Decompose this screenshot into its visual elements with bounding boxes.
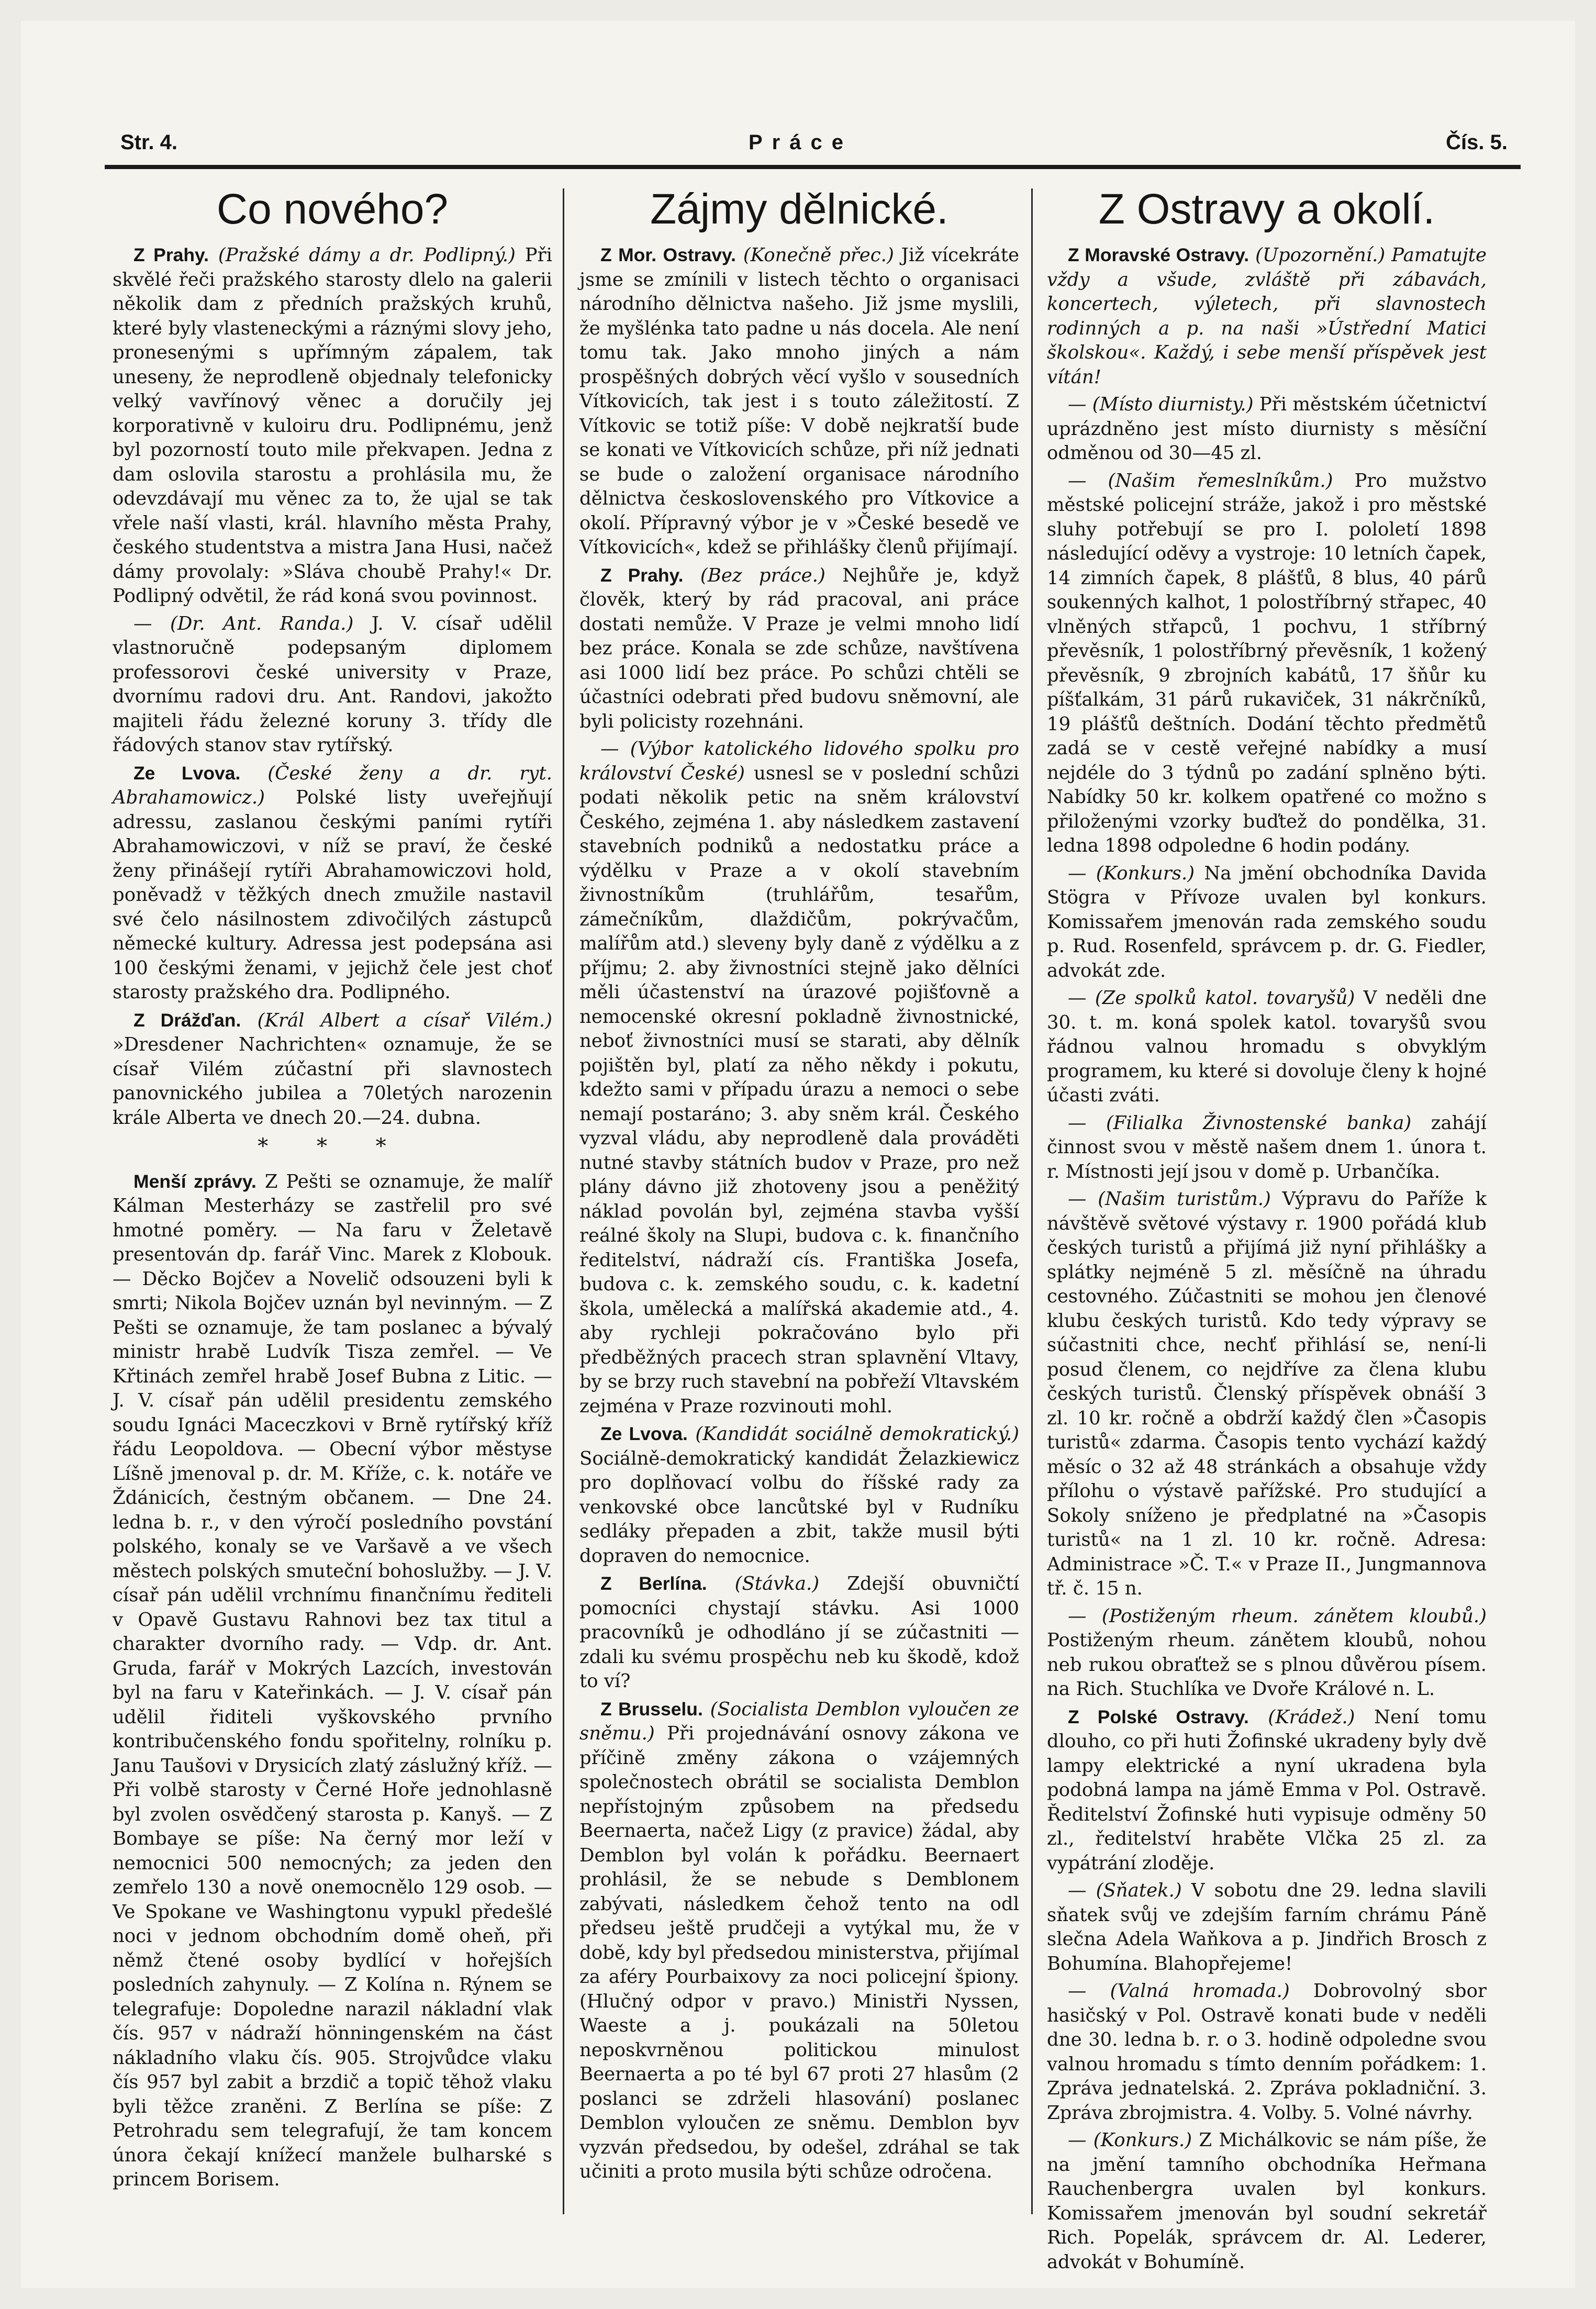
- article: Menší zprávy. Z Pešti se oznamuje, že malíř Kálman Mesterházy se zastřelil pro své hmotné poměry. — Na faru v Želetavě presentován dp. farář Vinc. Marek z Klobouk. — Děcko Bojčev a Novelič odsouzeni byli k smrti; Nikola Bojčev uznán byl nevinným. — Z Pešti se oznamuje, že tam poslanec a bývalý ministr hrabě Ludvík Tisza zemřel. — Ve Křtinách zemřel hrabě Josef Bubna z Litic. — J. V. císař pán udělil presidentu zemského soudu Ignáci Maceczkovi v Brně rytířský kříž řádu Leopoldova. — Obecní výbor městyse Líšně jmenoval p. dr. M. Kříže, c. k. notáře ve Ždánicích, čestným občanem. — Dne 24. ledna b. r., v den výročí posledního povstání polského, konaly se ve Varšavě a ve všech městech polských smuteční bohoslužby. — J. V. císař pán udělil vrchnímu finančnímu řediteli v Opavě Gustavu Rahnovi bez tax titul a charakter dvorního rady. — Vdp. dr. Ant. Gruda, farář v Mokrých Lazcích, investován byl na faru v Kateřinkách. — J. V. císař pán udělil řiditeli vyškovského prvního kontribučenského fondu spořitelny, rolníku p. Janu Taušovi v Drysicích zlatý záslužný kříž. — Při volbě starosty v Černé Hoře jednohlasně byl zvolen osvědčený starosta p. Kanyš. — Z Bombaye se píše: Na černý mor leží v nemocnici 500 nemocných; za jeden den zemřelo 130 a nově onemocnělo 129 osob. — Ve Spokane ve Washingtonu vypukl předešlé noci v jednom obchodním domě oheň, při němž čtené osoby bydlící v hořejších posledních zahynuly. — Z Kolína n. Rýnem se telegrafuje: Dopoledne narazil nákladní vlak čís. 957 v nádraží hönningenském na část nákladního vlaku čís. 905. Strojvůdce vlaku čís 957 byl zabit a brzdič a topič těhož vlaku byli těžce zraněni. Z Berlína se píše: Z Petrohradu sem telegrafují, že tam koncem února čekají knížecí manžele bulharské s princem Borisem.: [113, 1170, 552, 2190]
- article: — (Dr. Ant. Randa.) J. V. císař udělil vlastnoručně podepsaným diplomem professorovi české university v Praze, dvornímu radovi dru. Ant. Randovi, jakožto majiteli řádu železné koruny 3. třídy dle řádových stanov stav rytířský.: [113, 612, 552, 756]
- column-co-noveho: [113, 183, 552, 2195]
- column-divider: [563, 188, 564, 2214]
- article: Z Prahy. (Bez práce.) Nejhůře je, když člověk, který by rád pracoval, ani práce dostati nemůže. V Praze je velmi mnoho lidí bez práce. Konala se zde schůze, navštívena asi 1000 lidí bez práce. Po schůzi chtěli se účastníci odebrati před budovu sněmovní, ale byli policisty rozehnáni.: [579, 564, 1019, 732]
- article: — (Sňatek.) V sobotu dne 29. ledna slavili sňatek svůj ve zdejším farním chrámu Páně slečna Adela Waňkova a p. Jindřich Brosch z Bohumína. Blahopřejeme!: [1047, 1880, 1487, 1975]
- section-heading: Z Ostravy a okolí.: [1098, 185, 1435, 233]
- article: — (Filialka Živnostenské banka) zahájí činnost svou v městě našem dnem 1. února t. r. Místnosti její jsou v domě p. Urbančíka.: [1047, 1112, 1487, 1183]
- article: Z Polské Ostravy. (Krádež.) Není tomu dlouho, co při huti Žofinské ukradeny byly dvě lampy elektrické a nyní ukradena byla podobná lampa na jámě Emma v Pol. Ostravě. Ředitelství Žofinské huti vypisuje odměny 50 zl., ředitelství hraběte Vlčka 25 zl. za vypátrání zloděje.: [1047, 1706, 1487, 1874]
- article: Z Drážďan. (Král Albert a císař Vilém.) »Dresdener Nachrichten« oznamuje, že se císař Vilém zúčastní při slavnostech panovnického jubilea a 70letých narozenin krále Alberta ve dnech 20.—24. dubna.: [113, 1009, 552, 1129]
- article: — (Výbor katolického lidového spolku pro království České) usnesl se v poslední schůzi podati několik petic na sněm království Českého, zejména 1. aby následkem zastavení stavebních podniků a nedostatku práce a výdělku v Praze a v okolí stavebním živnostníkům (truhlářům, tesařům, zámečníkům, dlaždičům, pokrývačům, malířům atd.) sleveny byly daně z výdělku a z příjmu; 2. aby živnostníci stejně jako dělníci měli účastenství na úrazové pojišťovně a nemocenské okresní pokladně živnostnické, neboť živnostníci musí se starati, aby dělník pojištěn byl, platí za něho někdy i pokutu, kdežto sami v případu úrazu a nemoci o sebe nemají postaráno; 3. aby sněm král. Českého vyzval vládu, aby neprodleně dala prováděti nutné stavby státních budov v Praze, pro než plány dávno již zhotoveny jsou a peněžitý náklad povolán byl, zejména stavba vyšší reálné školy na Slupi, budova c. k. finančního ředitelství, nádraží cís. Františka Josefa, budova c. k. zemského soudu, c. k. kadetní škola, umělecká a malířská akademie atd., 4. aby rychleji pokračováno bylo při předběžných pracech stran splavnění Vltavy, by se brzy ruch stavební na pobřeží Vltavském zejména v Praze rozvinouti mohl.: [579, 738, 1019, 1417]
- article: — (Našim řemeslníkům.) Pro mužstvo městské policejní stráže, jakož i pro městské sluhy potřebují se pro I. pololetí 1898 následující oděvy a vystroje: 10 letních čapek, 14 zimních čapek, 8 plášťů, 8 blus, 40 párů soukenných kalhot, 1 polostříbrný střapec, 40 vlněných střapců, 1 pochvu, 1 stříbrný převěsník, 1 polostříbrný převěsník, 1 kožený převěsník, 9 zbrojních kabátů, 17 šňůr ku píšťalkám, 31 párů rukaviček, 31 nákrčníků, 19 plášťů deštních. Dodání těchto předmětů zadá se v cestě veřejné nabídky a musí nejdéle do 3 týdnů po zadání splněno býti. Nabídky 50 kr. kolkem opatřené co možno s přiloženými vzorky buďtež do pondělka, 31. ledna 1898 odpoledne 6 hodin podány.: [1047, 470, 1487, 856]
- page-header: [105, 131, 1518, 168]
- article: — (Konkurs.) Na jmění obchodníka Davida Stögra v Přívoze uvalen byl konkurs. Komissařem jmenován rada zemského soudu p. Rud. Rosenfeld, správcem p. dr. G. Fiedler, advokát zde.: [1047, 862, 1487, 981]
- issue-number: Čís. 5.: [1446, 131, 1508, 154]
- section-separator: * * *: [258, 1134, 407, 1158]
- article: Z Berlína. (Stávka.) Zdejší obuvničtí pomocníci chystají stávku. Asi 1000 pracovníků je odhodláno jí se zúčastniti — zdali ku svému prospěchu neb ku škodě, kdož to ví?: [579, 1573, 1019, 1692]
- article: Ze Lvova. (Kandidát sociálně demokratický.) Sociálně-demokratický kandidát Želazkiewicz pro doplňovací volbu do říšské rady za venkovské obce lancůtské byl v Rudníku sedláky přepaden a zbit, takže musil býti dopraven do nemocnice.: [579, 1423, 1019, 1567]
- masthead-title: Práce: [749, 131, 853, 154]
- article: Ze Lvova. (České ženy a dr. ryt. Abrahamowicz.) Polské listy uveřejňují adressu, zaslanou českými paními rytíři Abrahamowiczovi, v níž se praví, že české ženy přinášejí rytíři Abrahamowiczovi hold, poněvadž v těžkých dnech zmužile nastavil své čelo násilnostem zdivočilých zástupců německé kultury. Adressa jest podepsána asi 100 českými ženami, v jejichž čele jest choť starosty pražského dra. Podlipného.: [113, 762, 552, 1003]
- article: — (Ze spolků katol. tovaryšů) V neděli dne 30. t. m. koná spolek katol. tovaryšů svou řádnou valnou hromadu s obvyklým programem, ku které si dovoluje členy k hojné účasti zváti.: [1047, 987, 1487, 1106]
- column-divider: [1031, 188, 1033, 2214]
- article: — (Postiženým rheum. zánětem kloubů.) Postiženým rheum. zánětem kloubů, nohou neb rukou obraťtež se s plnou důvěrou písem. na Rich. Stuchlíka ve Dvoře Králové n. L.: [1047, 1605, 1487, 1700]
- column-z-ostravy: [1047, 183, 1487, 2278]
- article: — (Našim turistům.) Výpravu do Paříže k návštěvě světové výstavy r. 1900 pořádá klub českých turistů a přijímá již nyní přihlášky a splátky nejméně 5 zl. měsíčně na úhradu cestovného. Zúčastniti se mohou jen členové klubu českých turistů. Kdo tedy výpravy se súčastniti chce, nechť přihlásí se, není-li posud členem, co nejdříve za člena klubu českých turistů. Členský příspěvek obnáší 3 zl. 10 kr. ročně a obdrží každý člen »Časopis turistů« zdarma. Časopis tento vychází každý měsíc o 32 až 48 stránkách a obsahuje vždy přílohu o výstavě pařížské. Pro studující a Sokoly sníženo je předplatné na »Časopis turistů« na 1 zl. 10 kr. ročně. Adresa: Administrace »Č. T.« v Praze II., Jungmannova tř. č. 15 n.: [1047, 1188, 1487, 1599]
- article: Z Mor. Ostravy. (Konečně přec.) Již vícekráte jsme se zmínili v listech těchto o organisaci národního dělnictva našeho. Již jsme myslili, že myšlénka tato padne u nás docela. Ale není tomu tak. Jako mnoho jiných a nám prospěšných dobrých věcí vyšlo v sousedních Vítkovicích, tak jest i s touto záležitostí. Z Vítkovic se totiž píše: V době nejkratší bude se konati ve Vítkovicích schůze, při níž jednati se bude o založení organisace národního dělnictva československého pro Vítkovice a okolí. Přípravný výbor je v »České besedě ve Vítkovicích«, kdež se přihlášky členů přijímají.: [579, 244, 1019, 558]
- section-heading: Zájmy dělnické.: [650, 185, 948, 233]
- column-zajmy-delnicke: [579, 183, 1019, 2188]
- article: Z Prahy. (Pražské dámy a dr. Podlipný.) Při skvělé řeči pražského starosty dlelo na galerii několik dam z předních pražských kruhů, které byly vlasteneckými a ráznými slovy jeho, pronesenými s upřímným zápalem, tak uneseny, že neprodleně objednaly telefonicky velký vavřínový věnec a doručily jej korporativně v kuloiru dru. Podlipnému, jenž byl pozorností touto mile překvapen. Jedna z dam oslovila starostu a prohlásila mu, že odevzdávají mu věnec za to, že ujal se tak vřele naší vlasti, král. hlavního města Prahy, českého studentstva a mistra Jana Husi, načež dámy provolaly: »Sláva choubě Prahy!« Dr. Podlipný odvětil, že rád koná svou povinnost.: [113, 244, 552, 607]
- section-heading: Co nového?: [216, 185, 449, 233]
- article: — (Konkurs.) Z Michálkovic se nám píše, že na jmění tamního obchodníka Heřmana Rauchenbergra uvalen byl konkurs. Komissařem jmenován byl soudní sekretář Rich. Popelák, správcem dr. Al. Lederer, advokát v Bohumíně.: [1047, 2129, 1487, 2273]
- page-number: Str. 4.: [120, 131, 177, 154]
- header-rule: [105, 165, 1521, 169]
- article: — (Valná hromada.) Dobrovolný sbor hasičský v Pol. Ostravě konati bude v neděli dne 30. ledna b. r. o 3. hodině odpoledne svou valnou hromadu s tímto denním pořádkem: 1. Zpráva jednatelská. 2. Zpráva pokladniční. 3. Zpráva zbrojmistra. 4. Volby. 5. Volné návrhy.: [1047, 1980, 1487, 2124]
- article: — (Místo diurnisty.) Při městském účetnictví uprázdněno jest místo diurnisty s měsíční odměnou od 30—45 zl.: [1047, 394, 1487, 464]
- article: Z Brusselu. (Socialista Demblon vyloučen ze sněmu.) Při projednávání osnovy zákona ve příčině změny zákona o vzájemných společnostech obrátil se socialista Demblon nepřístojným způsobem na předsedu Beernaerta, načež Ligy (z pravice) žádal, aby Demblon byl volán k pořádku. Beernaert prohlásil, že se nebude s Demblonem zabývati, následkem čehož tento na odl předseu ještě prudčeji a vytýkal mu, že v době, kdy byl předsedou ministerstva, přijímal za aféry Pourbaixovy za noci policejní špiony. (Hlučný odpor v pravo.) Ministři Nyssen, Waeste a j. poukázali na 50letou neposkvrněnou politickou minulost Beernaerta a po té byl 67 proti 27 hlasům (2 poslanci se zdrželi hlasování) poslanec Demblon vyloučen ze sněmu. Demblon byv vyzván předsedou, by odešel, zdráhal se tak učiniti a proto musila býti schůze odročena.: [579, 1698, 1020, 2182]
- article: Z Moravské Ostravy. (Upozornění.) Pamatujte vždy a všude, zvláště při zábavách, koncertech, výletech, při slavnostech rodinných a p. na naši »Ústřední Matici školskou«. Každý, i sebe menší příspěvek jest vítán!: [1047, 244, 1487, 388]
